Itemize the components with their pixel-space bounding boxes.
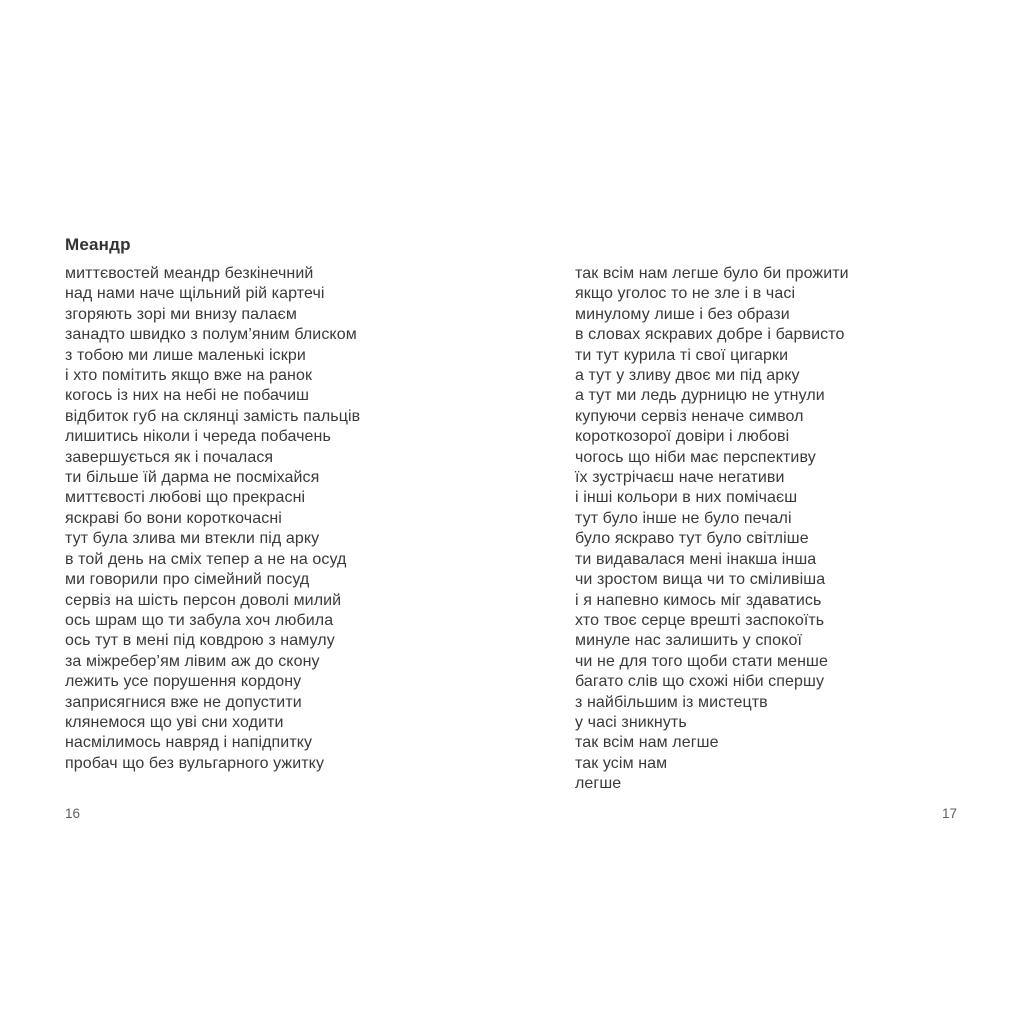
poem-line: і я напевно кимось міг здаватись (575, 591, 822, 609)
page-number-left: 16 (65, 806, 81, 821)
poem-line: ось тут в мені під ковдрою з намулу (65, 632, 335, 650)
poem-line: ти видавалася мені інакша інша (575, 550, 817, 568)
poem-line: короткозорої довіри і любові (575, 428, 790, 446)
poem-line: якщо уголос то не зле і в часі (575, 285, 796, 303)
poem-line: когось із них на небі не побачиш (65, 387, 310, 405)
poem-line: і хто помітить якщо вже на ранок (65, 367, 313, 385)
poem-line: занадто швидко з полум’яним блиском (65, 326, 357, 344)
page-number-right: 17 (942, 806, 958, 821)
poem-line: так усім нам (575, 754, 668, 772)
poem-line: ти більше їй дарма не посміхайся (65, 469, 320, 487)
poem-line: тут було інше не було печалі (575, 509, 792, 527)
poem-line: чи зростом вища чи то сміливіша (575, 571, 826, 589)
poem-line: завершується як і почалася (65, 448, 274, 466)
poem-line: було яскраво тут було світліше (575, 530, 809, 548)
poem-line: у часі зникнуть (575, 713, 687, 731)
poem-line: так всім нам легше (575, 734, 719, 752)
poem-line: легше (575, 775, 622, 793)
poem-line: миттєвості любові що прекрасні (65, 489, 306, 507)
poem-line: минулому лише і без образи (575, 305, 790, 323)
poem-line: за міжребер’ям лівим аж до скону (65, 652, 320, 670)
poem-line: в словах яскравих добре і барвисто (575, 326, 845, 344)
poem-line: насмілимось навряд і напідпитку (65, 734, 313, 752)
poem-line: миттєвостей меандр безкінечний (65, 265, 314, 282)
poem-line: ми говорили про сімейний посуд (65, 571, 310, 589)
poem-line: з тобою ми лише маленькі іскри (65, 346, 306, 364)
poem-line: сервіз на шість персон доволі милий (65, 591, 342, 609)
poem-line: яскраві бо вони короткочасні (65, 509, 282, 527)
poem-line: відбиток губ на склянці замість пальців (65, 407, 361, 425)
poem-line: купуючи сервіз неначе символ (575, 407, 804, 425)
poem-line: хто твоє серце врешті заспокоїть (575, 611, 825, 629)
poem-title: Меандр (65, 235, 131, 255)
poem-left-column (65, 264, 360, 774)
poem-right-column (575, 264, 849, 795)
poem-line: багато слів що схожі ніби спершу (575, 673, 825, 691)
poem-line: клянемося що уві сни ходити (65, 713, 284, 731)
poem-line: так всім нам легше було би прожити (575, 265, 849, 282)
poem-line: над нами наче щільний рій картечі (65, 285, 325, 303)
poem-line: пробач що без вульгарного ужитку (65, 754, 325, 772)
poem-line: заприсягнися вже не допустити (65, 693, 302, 711)
poem-line: з найбільшим із мистецтв (575, 693, 768, 711)
poem-line: лежить усе порушення кордону (65, 673, 302, 691)
poem-line: їх зустрічаєш наче негативи (575, 469, 785, 487)
poem-line: згоряють зорі ми внизу палаєм (65, 305, 297, 323)
poem-line: ось шрам що ти забула хоч любила (65, 611, 334, 629)
poem-line: чи не для того щоби стати менше (575, 652, 828, 670)
poem-line: і інші кольори в них помічаєш (575, 489, 798, 507)
poem-line: лишитись ніколи і череда побачень (65, 428, 331, 446)
poem-line: ти тут курила ті свої цигарки (575, 346, 789, 364)
poem-line: минуле нас залишить у спокої (575, 632, 803, 650)
poem-line: а тут ми ледь дурницю не утнули (575, 387, 825, 405)
poem-line: в той день на сміх тепер а не на осуд (65, 550, 347, 568)
poem-line: а тут у зливу двоє ми під арку (575, 367, 800, 385)
poem-line: тут була злива ми втекли під арку (65, 530, 320, 548)
poem-line: чогось що ніби має перспективу (575, 448, 816, 466)
